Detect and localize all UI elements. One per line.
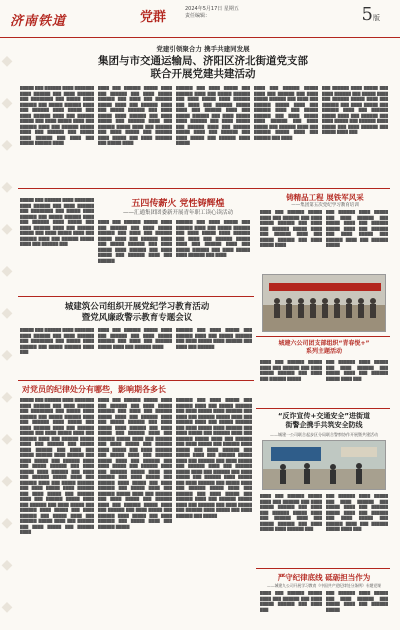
article2-divider [18,296,254,297]
masthead [0,0,400,38]
side-decoration-glyph: ◆ [1,515,13,531]
article7-subtitle: ——城建一公司联合起步区分局联合警察协作开展暨共建活动 [270,432,378,437]
date-line [185,6,239,20]
side-decoration-glyph: ◆ [1,431,13,447]
article7-body-col2: ███ ██████ ████ █████ ███ ████ ██████ ███ █████ ████ ███ ██████ █████ ████ ███ ██████ ███ ████ █████ ███ ██████ ████ ███ ██████ █████ ████ ███ [326,494,388,531]
article5-divider [256,408,390,409]
article3-headline: 铸精品工程 展铁军风采 [286,193,364,202]
side-decoration-glyph: ◆ [1,95,13,111]
street-event-image [263,441,386,490]
article4-headline-line1: 城建筑公司组织开展党纪学习教育活动 [64,302,210,312]
article1-kicker: 党建引领聚合力 携手共建同发展 [156,45,250,53]
article1-headline [38,55,368,81]
article4-body-col1: █████ ███ ██████ ████ ███████ ████ ██████ ███ ████ ██████ ███ ████████ ███ █████ ████ ██████ ███ █████ ██████ ████ ███ [20,328,94,354]
article2-subtitle: ——汇通集团团委新开展青年职工读心读活动 [122,210,233,216]
article2-body-col1: █████ ███ ██████ ████ ███████ ████ ██████ ███ ████ ██████ ███ ████████ ███ █████ ████ ██████ ███ █████ ██████ ████ ███ ██████ ████ █████ ███ ████ ██████ ████ ███ ██████ █████ ███ ████ █████ ████ ███ ██████ ████ ███ ██████ █████ ████ ███ ██████ ███ [20,198,94,246]
editor-line: 责任编辑： [185,13,211,19]
article2-body-col3: ██████ ███ ████ █████ ███ ██████ ████ ███ █████ ██████ ███ ████ █████ ████ ██████ ███ ████ ███ ██████ █████ ████ ███ ██████ ████ ███ █████ ██████ ███ ████ █████ ████ ██████ ███ ████ [176,220,250,257]
article1-body-col1: █████ ███ ██████ ████ ███████ ████ ██████ ███ ████ ██████ ███ ████████ ███ █████ ████ ██████ ███ █████ ██████ ████ ███ ██████ ████ █████ ███ ████ ██████ ████ ███ ██████ █████ ███ ████ █████ ████ ███ ██████ ████ ███ ██████ █████ ████ ███ ██████ ███ █████ ████ ██████ ███ ████ ███ █████ ██████ ████ [20,86,94,145]
article3-photo [262,274,386,332]
article4-body-col3: ██████ ███ ████ █████ ███ ██████ ████ ███ █████ ██████ ███ ████ █████ ████ ██████ ███ ████ ███ ██████ [176,328,252,349]
side-decoration-glyph: ◆ [1,221,13,237]
side-decoration-glyph: ◆ [1,347,13,363]
article6-body-col3: ██████ ███ ████ █████ ███ ██████ ████ ███ █████ ██████ ███ ████ █████ ████ ██████ ███ ████ ███ ██████ █████ ████ ███ ██████ ████ ███ █████ ██████ ███ ████ █████ ████ ██████ ███ ████ █████ ███ ██████ ████ ███ ██████ █████ ████ ███ ██████ ███ ████ █████ ███ ██████ ████ █████ ███ ████ ██████ ███ █████ ████ ███ ██████ █████ ████ ███ ██████ ███ ████ █████ ███ ██████ ████ ███ ██████ █████ ████ ███ ██████ ███ ████ █████ ███ ██████ ████ █████ ███ ████ ██████ ███ █████ ████ ███ ██████ █████ ████ ███ ██████ ███ ████ █████ ███ ██████ ████ ███ ██████ █████ ████ ███ ██████ ███ ████ █████ ███ ██████ ████ █████ ███ ████ ██████ ███ █████ [176,398,252,518]
article4-divider [18,380,254,381]
article2-headline: 五四传薪火 党性铸辉煌 [131,199,225,209]
article5-headline-line1: 城建六公司团支部组织“青春悦+” [278,340,370,347]
article4-body-col2: ████ ███ ██████ █████ ████ ███ ██████ ███ ████ █████ ██████ ███ ████ ███ ██████ █████ ████ ███ ██████ ████ [98,328,172,349]
section-label: 党群 [140,10,167,25]
page-number-suffix: 版 [373,14,380,22]
article2-body-col2: ████ ███ ██████ █████ ████ ███ ██████ ███ ████ █████ ██████ ███ ████ ███ ██████ █████ ████ ███ ██████ ████ ███ █████ ██████ ███ ████ █████ ████ ██████ ███ ████ █████ ███ ██████ ████ ███ ██████ [98,220,172,263]
group-photo-image [263,275,386,332]
article5-body-col2: ███ ██████ ████ █████ ███ ████ ██████ ███ █████ ████ ███ ██████ █████ ████ ███ [326,360,388,381]
article1-body-col5: ███ ██████ ████ █████ ███ ████ ██████ ███ █████ ████ ███ ██████ █████ ████ ███ ██████ ███ ████ █████ ███ ██████ ████ ███ ██████ █████ ████ ███ ██████ ███ ████ █████ ███ ██████ ████ █████ ███ ████ ██████ ███ █████ ████ ███ [322,86,388,134]
article7-headline-line1: “反诈宣传+交通安全”进街道 [277,412,371,420]
side-decoration-glyph: ◆ [1,137,13,153]
side-decoration-glyph: ◆ [1,263,13,279]
article4-headline [22,302,252,324]
side-decoration-glyph: ◆ [1,305,13,321]
article1-headline-line1: 集团与市交通运输局、济阳区济北街道党支部 [98,55,308,67]
article8-body-col1: ████ ███ ██████ █████ ████ ███ ██████ ███ ████ █████ ██████ ███ ████ ███ [260,591,322,612]
side-decoration-glyph: ◆ [1,179,13,195]
article7-divider [256,568,390,569]
article6-body-col1: █████ ███ ██████ ████ ███████ ████ ██████ ███ ████ ██████ ███ ████████ ███ █████ ████ ██████ ███ █████ ██████ ████ ███ ██████ ████ █████ ███ ████ ██████ ████ ███ ██████ █████ ███ ████ █████ ████ ███ ██████ ████ ███ ██████ █████ ████ ███ ██████ ███ █████ ████ ██████ ███ ████ ███ █████ ██████ ████ ██████ ███ ████ █████ ███ ██████ ████ ███ █████ ██████ ███ ████ █████ ████ ██████ ███ ████ ███ ██████ █████ ████ ███ ██████ ████ ███ █████ ██████ ███ ████ █████ ████ ██████ ███ ████ █████ ███ ██████ ████ ███ ██████ █████ ████ ███ ██████ ███ ████ █████ ███ ██████ ████ █████ ███ ████ ██████ ███ █████ ████ ███ ██████ █████ ████ ███ ██████ ███ ████ █████ ███ ██████ ████ [20,398,94,534]
page-number [362,4,380,25]
side-decoration-glyph: ◆ [1,599,13,615]
article5-headline-line2: 系列主题活动 [305,348,342,355]
article1-divider [18,188,390,189]
article8-headline: 严守纪律底线 砥砺担当作为 [277,573,371,582]
side-decoration-glyph: ◆ [1,473,13,489]
article1-headline-line2: 联合开展党建共建活动 [150,68,256,80]
article7-body-col1: ████ ███ ██████ █████ ████ ███ ██████ ███ ████ █████ ██████ ███ ████ ███ ██████ █████ ████ ███ ██████ ████ ███ █████ ██████ ███ ████ █████ ████ ██████ ███ [260,494,322,531]
issue-date: 2024年5月17日 星期五 [185,6,239,12]
article3-subtitle: ——集团第五次党纪学习教育培训 [291,203,359,208]
article3-divider [256,336,390,337]
article6-body-col2: ████ ███ ██████ █████ ████ ███ ██████ ███ ████ █████ ██████ ███ ████ ███ ██████ █████ ████ ███ ██████ ████ ███ █████ ██████ ███ ████ █████ ████ ██████ ███ ████ █████ ███ ██████ ████ ███ ██████ █████ ████ ███ ██████ ███ ████ █████ ███ ██████ ████ █████ ███ ████ ██████ ███ █████ ████ ███ ██████ █████ ████ ███ ██████ ███ ████ █████ ███ ██████ ████ ███ ██████ █████ ████ ███ ██████ ███ ████ █████ ███ ██████ ████ █████ ███ ████ ██████ ███ █████ ████ ███ ██████ █████ ████ ███ ██████ ███ ████ █████ ███ ██████ ████ ███ ██████ █████ ████ ███ ██████ ███ ████ █████ ███ ██████ ████ █████ ███ ████ ██████ ███ █████ ████ ███ ██████ █████ [98,398,172,529]
side-decoration-glyph: ◆ [1,389,13,405]
article8-body-col2: ███ ██████ ████ █████ ███ ████ ██████ ███ █████ ████ ███ ██████ █████ [326,591,388,612]
article7-headline [260,412,388,430]
page-content [18,40,390,626]
article1-body-col2: ████ ███ ██████ █████ ████ ███ ██████ ███ ████ █████ ██████ ███ ████ ███ ██████ █████ ████ ███ ██████ ████ ███ █████ ██████ ███ ████ █████ ████ ██████ ███ ████ █████ ███ ██████ ████ ███ ██████ █████ ████ ███ ██████ ███ ████ █████ ███ ██████ ████ █████ ███ ████ ██████ ███ █████ ████ [98,86,172,145]
article6-headline: 对党员的纪律处分有哪些，影响期各多长 [22,385,166,394]
side-decoration-glyph: ◆ [1,53,13,69]
article3-body-col2: ███ ██████ ████ █████ ███ ████ ██████ ███ █████ ████ ███ ██████ █████ ████ ███ ██████ ███ ████ █████ ███ ██████ ████ ███ ██████ █████ [326,210,388,247]
article1-body-col4: ████ ███ ██████ █████ ████ ███ ██████ ███ ████ █████ ██████ ███ ████ ███ ██████ █████ ████ ███ ██████ ████ ███ █████ ██████ ███ ████ █████ ████ ██████ ███ ████ █████ ███ ██████ ████ ███ ██████ █████ ████ ███ ██████ ███ ████ [254,86,318,140]
side-decoration-glyph: ◆ [1,557,13,573]
article5-body-col1: ████ ███ ██████ █████ ████ ███ ██████ ███ ████ █████ ██████ ███ ████ ███ ██████ █████ [260,360,322,381]
article4-headline-line2: 暨党风廉政警示教育专题会议 [81,313,193,323]
article7-headline-line2: 街警企携手共筑安全防线 [285,421,363,429]
newspaper-logo: 济南铁道 [10,14,67,29]
side-decoration [0,40,14,630]
article7-photo [262,440,386,490]
article3-body-col1: ████ ███ ██████ █████ ████ ███ ██████ ███ ████ █████ ██████ ███ ████ ███ ██████ █████ ████ ███ ██████ ████ ███ █████ ██████ ███ ████ █████ ████ [260,210,322,247]
article1-body-col3: ██████ ███ ████ █████ ███ ██████ ████ ███ █████ ██████ ███ ████ █████ ████ ██████ ███ ████ ███ ██████ █████ ████ ███ ██████ ████ ███ █████ ██████ ███ ████ █████ ████ ██████ ███ ████ █████ ███ ██████ ████ ███ ██████ █████ ████ ███ ██████ ███ ████ █████ ███ ██████ ████ █████ [176,86,250,145]
article5-headline [260,340,388,356]
article8-subtitle: ——城建九公司开展学习教育《中国共产党纪律处分条例》专题党课 [267,583,381,588]
page-number-value: 5 [361,4,373,25]
